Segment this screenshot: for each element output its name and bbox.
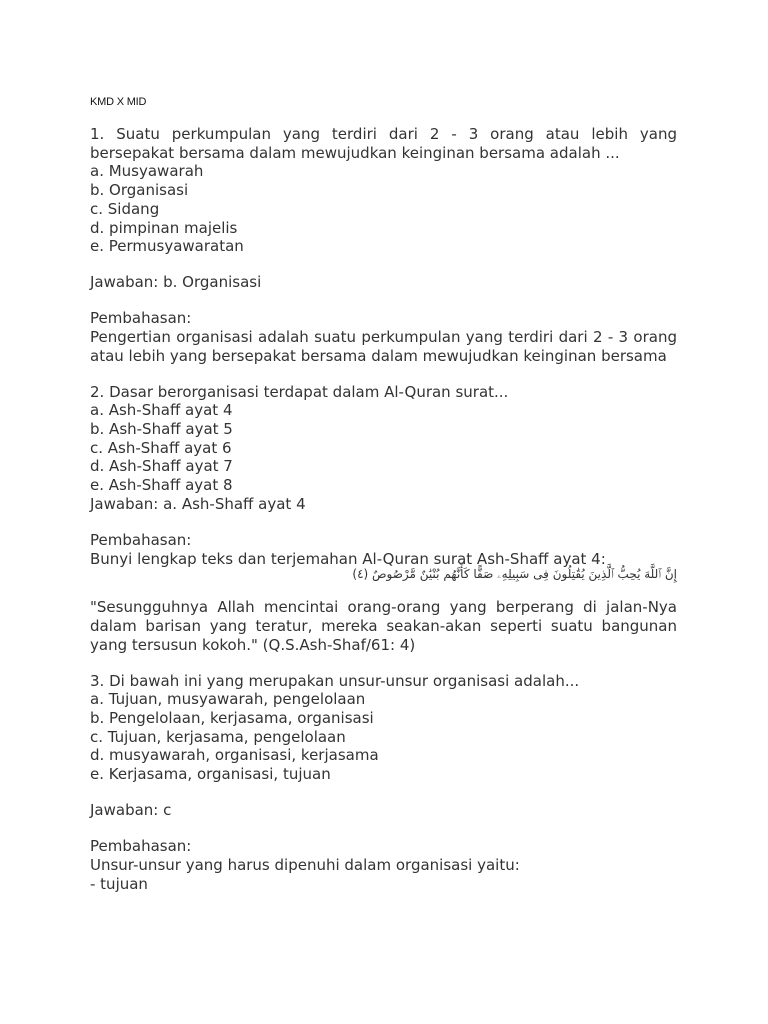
question-3-option-c: c. Tujuan, kerjasama, pengelolaan bbox=[90, 727, 346, 746]
question-3-option-a: a. Tujuan, musyawarah, pengelolaan bbox=[90, 690, 366, 709]
question-1-answer: Jawaban: b. Organisasi bbox=[90, 273, 262, 292]
question-3 bbox=[90, 672, 677, 894]
question-2-explanation-heading: Pembahasan: bbox=[90, 530, 192, 549]
question-2-answer: Jawaban: a. Ash-Shaff ayat 4 bbox=[90, 494, 306, 513]
question-3-option-e: e. Kerjasama, organisasi, tujuan bbox=[90, 765, 331, 784]
question-2-option-c: c. Ash-Shaff ayat 6 bbox=[90, 438, 232, 457]
document-body bbox=[90, 125, 677, 893]
question-2 bbox=[90, 383, 677, 672]
question-2-option-b: b. Ash-Shaff ayat 5 bbox=[90, 420, 233, 439]
question-1 bbox=[90, 125, 677, 383]
question-1-option-e: e. Permusyawaratan bbox=[90, 237, 244, 256]
question-3-option-d: d. musyawarah, organisasi, kerjasama bbox=[90, 746, 379, 765]
question-2-text: 2. Dasar berorganisasi terdapat dalam Al-Quran surat... bbox=[90, 382, 509, 401]
question-2-option-d: d. Ash-Shaff ayat 7 bbox=[90, 457, 233, 476]
question-1-option-d: d. pimpinan majelis bbox=[90, 218, 238, 237]
question-2-explanation-intro: Bunyi lengkap teks dan terjemahan Al-Quran surat Ash-Shaff ayat 4: bbox=[90, 549, 606, 568]
question-3-text: 3. Di bawah ini yang merupakan unsur-unsur organisasi adalah... bbox=[90, 671, 580, 690]
question-1-explanation-text: Pengertian organisasi adalah suatu perkumpulan yang terdiri dari 2 - 3 orang atau lebih yang bersepakat bersama dalam mewujudkan keinginan bersama bbox=[90, 327, 677, 365]
verse-translation: "Sesungguhnya Allah mencintai orang-orang yang berperang di jalan-Nya dalam barisan yang teratur, mereka seakan-akan seperti suatu bangunan yang tersusun kokoh." (Q.S.Ash-Shaf/61: 4) bbox=[90, 598, 677, 654]
question-2-option-a: a. Ash-Shaff ayat 4 bbox=[90, 401, 233, 420]
question-3-answer: Jawaban: c bbox=[90, 801, 172, 820]
question-3-option-b: b. Pengelolaan, kerjasama, organisasi bbox=[90, 709, 374, 728]
question-1-option-c: c. Sidang bbox=[90, 199, 160, 218]
question-3-explanation-text: Unsur-unsur yang harus dipenuhi dalam organisasi yaitu: bbox=[90, 855, 520, 874]
question-3-explanation-item: - tujuan bbox=[90, 874, 148, 893]
question-1-explanation-heading: Pembahasan: bbox=[90, 309, 192, 328]
question-1-option-b: b. Organisasi bbox=[90, 181, 189, 200]
question-1-option-a: a. Musyawarah bbox=[90, 162, 204, 181]
arabic-verse: إِنَّ ٱللَّهَ يُحِبُّ ٱلَّذِينَ يُقَٰتِلُونَ فِى سَبِيلِهِۦ صَفًّا كَأَنَّهُم بُنْيَٰنٌ مَّرْصُوصٌ (٤) bbox=[352, 567, 677, 582]
question-3-explanation-heading: Pembahasan: bbox=[90, 837, 192, 856]
question-1-text: 1. Suatu perkumpulan yang terdiri dari 2 - 3 orang atau lebih yang bersepakat bersama dalam mewujudkan keinginan bersama adalah ... bbox=[90, 125, 677, 162]
document-title: KMD X MID bbox=[90, 96, 147, 108]
question-2-option-e: e. Ash-Shaff ayat 8 bbox=[90, 476, 233, 495]
